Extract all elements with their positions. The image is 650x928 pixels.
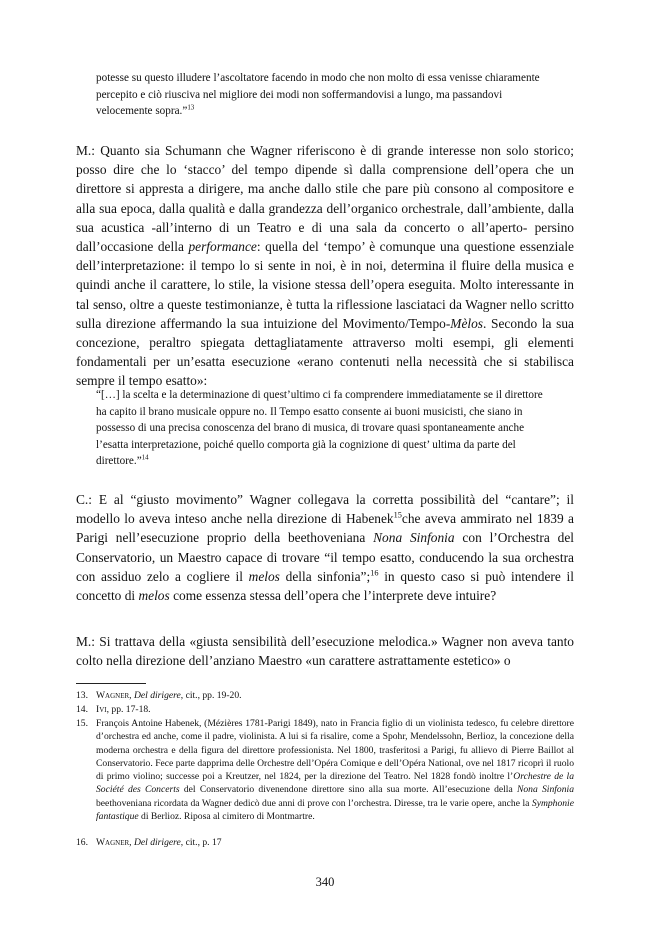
footnote-body xyxy=(96,689,574,702)
footnote-title: Del dirigere xyxy=(133,837,181,848)
footnote-text: François Antoine Habenek, (Mézières 1781-Parigi 1849), nato in Francia figlio di un violinista tedesco, fu celebre direttore d’orchestra ed anche, come il padre, violinista. A lui si fa risalire, come a Spohr, Mendelssohn, Berlioz, la concezione della moderna orchestra e della figura del direttore professionista. Nel 1800, trasferitosi a Parigi, fu allievo di Pierre Baillot al Conservatorio. Fece parte dapprima delle Orchestre dell’Opéra Comique e dell’Opéra National, ove nel 1817 ricoprì il ruolo di primo violino; successe poi a Kreutzer, nel 1824, per la direzione del Teatro. Nel 1828 fondò inoltre l’ xyxy=(96,718,574,783)
footnote-body xyxy=(96,703,574,716)
footnote-ref-16: 16 xyxy=(370,568,379,578)
paragraph-c xyxy=(76,490,574,605)
footnote-ref-15: 15 xyxy=(393,510,402,520)
footnote-author: Ivi xyxy=(96,704,107,715)
footnote-14 xyxy=(76,703,574,716)
para-italic: Nona Sinfonia xyxy=(373,530,455,546)
footnote-13 xyxy=(76,689,574,702)
footnote-ref-13: 13 xyxy=(187,103,195,112)
footnote-number: 15. xyxy=(76,718,88,729)
footnote-text: , xyxy=(129,837,134,848)
para-text: della sinfonia”; xyxy=(279,568,371,584)
footnote-italic: Orchestre de la Société des Concerts xyxy=(96,771,575,796)
para-text: M.: Si trattava della «giusta sensibilità dell’esecuzione melodica.» Wagner non aveva tanto colto nella direzione dell’anziano Maestro «un carattere astrattamente estetico» o xyxy=(76,634,574,669)
paragraph-m-1 xyxy=(76,141,574,391)
footnote-italic: Nona Sinfonia xyxy=(516,784,574,796)
para-text: che aveva ammirato nel 1839 a Parigi nell’esecuzione proprio della beethoveniana xyxy=(76,511,574,546)
footnote-title: Del dirigere xyxy=(133,690,181,701)
para-italic: melos xyxy=(138,588,170,604)
footnote-body xyxy=(96,717,574,823)
footnote-number: 16. xyxy=(76,837,88,848)
para-italic: melos xyxy=(248,568,280,584)
footnote-text: del Conservatorio divenendone direttore sino alla sua morte. All’esecuzione della xyxy=(179,784,517,796)
block-quote-top xyxy=(96,70,554,120)
para-text: : quella del ‘tempo’ è comunque una questione essenziale dell’interpretazione: il tempo lo si sente in noi, è in noi, determina il fluire della musica e quindi anche il carattere, lo stile, la visione stessa dell’opera eseguita. Molto interessante in tal senso, oltre a queste testimonianze, è tutta la riflessione lasciataci da Wagner nello scritto sulla direzione affermando la sua intuizione del Movimento/Tempo- xyxy=(76,239,574,331)
footnote-italic: Symphonie fantastique xyxy=(96,797,574,823)
footnote-body xyxy=(96,836,574,849)
footnote-author: Wagner xyxy=(96,837,130,848)
footnote-number: 14. xyxy=(76,704,88,715)
quote-text: potesse su questo illudere l’ascoltatore facendo in modo che non molto di essa venisse chiaramente percepito e ciò riusciva nel migliore dei modi non soffermandovisi a lungo, ma passandovi velocemente sopra.” xyxy=(96,72,540,118)
footnote-text: , cit., p. 17 xyxy=(180,837,222,848)
footnote-text: , cit., pp. 19-20. xyxy=(180,690,242,701)
block-quote-wagner xyxy=(96,387,554,470)
para-text: come essenza stessa dell’opera che l’interprete deve intuire? xyxy=(169,588,497,604)
footnote-15 xyxy=(76,717,574,823)
footnote-text: beethoveniana ricordata da Wagner dedicò due anni di prove con l’orchestra. Diresse, tra le varie opere, anche la xyxy=(96,797,532,809)
paragraph-m-2 xyxy=(76,632,574,670)
para-text: C.: E al “giusto movimento” Wagner collegava la corretta possibilità del “cantare”; il modello lo aveva inteso anche nella direzione di Habenek xyxy=(76,492,574,527)
para-text: M.: Quanto sia Schumann che Wagner riferiscono è di grande interesse non solo storico; posso dire che lo ‘stacco’ del tempo dipende sì dalla comprensione dell’opera che un direttore si appresta a dirigere, ma anche dallo stile che pare più consono al compositore e alla sua epoca, dalla qualità e dalla grandezza dell’organico orchestrale, dall’ambiente, dalla sua acustica -all’interno di un Teatro e di una sala da concerto o all’aperto- persino dall’occasione della xyxy=(76,143,574,255)
footnote-text: di Berlioz. Riposa al cimitero di Montmartre. xyxy=(138,811,315,823)
para-italic: performance xyxy=(188,239,257,255)
footnote-text: , xyxy=(129,690,134,701)
footnote-text: , pp. 17-18. xyxy=(106,704,151,715)
footnote-number: 13. xyxy=(76,690,88,701)
footnote-16 xyxy=(76,836,574,849)
page-number: 340 xyxy=(315,875,335,889)
para-text: con l’Orchestra del Conservatorio, un Maestro capace di trovare “il tempo esatto, conducendo la sua orchestra con assiduo zelo a cogliere il xyxy=(76,530,574,584)
para-text: . Secondo la sua concezione, peraltro spiegata dettagliatamente attraverso molti esempi, gli elementi fondamentali per un’esatta esecuzione «erano contenuti nella necessità che si stabilisca sempre il tempo esatto»: xyxy=(76,315,574,389)
footnote-divider xyxy=(76,683,146,684)
quote-text: “[…] la scelta e la determinazione di quest’ultimo ci fa comprendere immediatamente se il direttore ha capito il brano musicale oppure no. Il Tempo esatto consente ai buoni musicisti, che siano in possesso di una precisa conoscenza del brano di musica, di trovare quasi spontaneamente anche l’esatta interpretazione, poiché quello comporta già la cognizione di quest’ ultima da parte del direttore.” xyxy=(96,389,543,468)
footnote-author: Wagner xyxy=(96,690,130,701)
para-italic: Mèlos xyxy=(450,315,484,331)
para-text: in questo caso si può intendere il concetto di xyxy=(76,568,574,604)
footnote-ref-14: 14 xyxy=(141,453,149,462)
